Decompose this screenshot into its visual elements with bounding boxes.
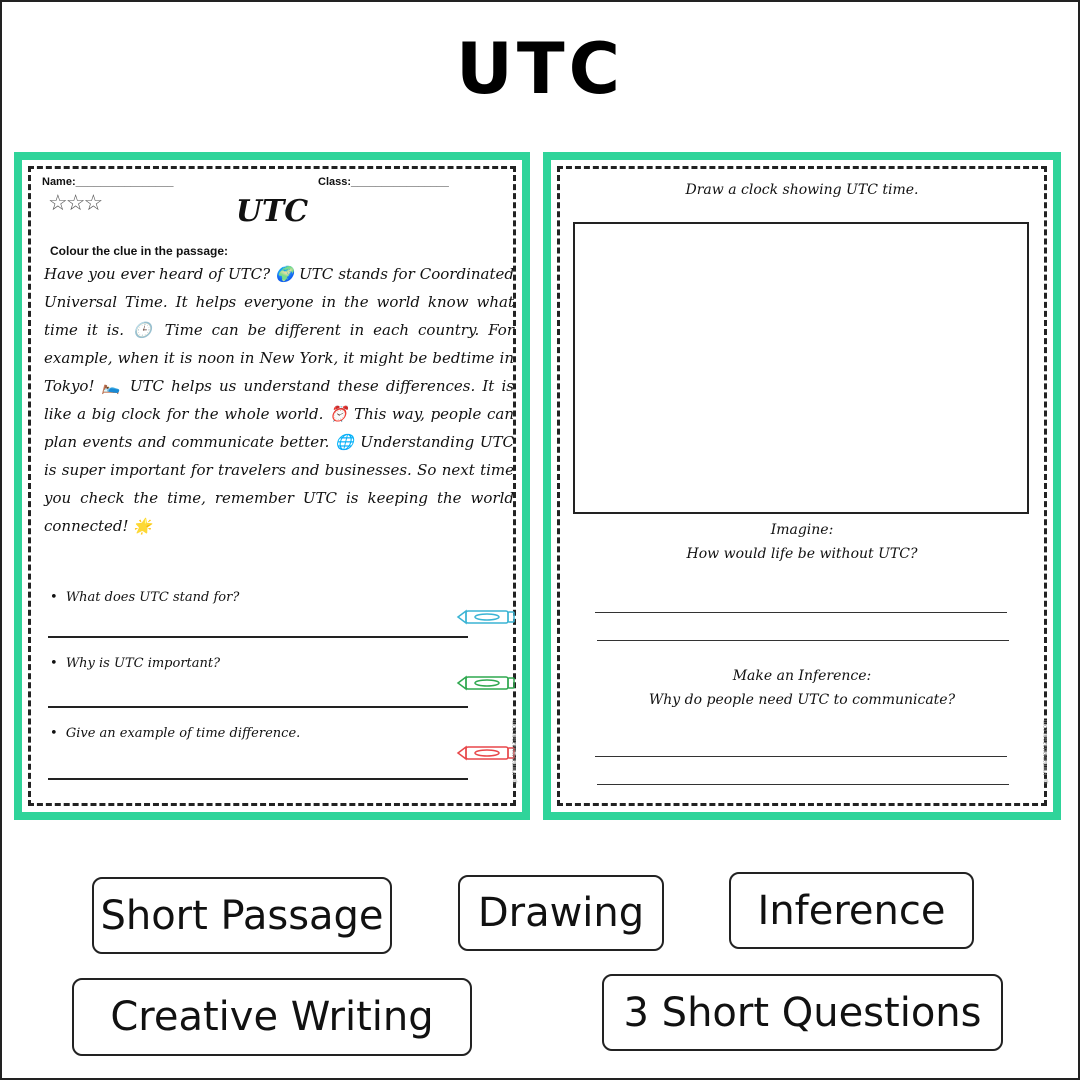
tag-drawing: Drawing: [458, 875, 664, 951]
copyright-watermark: © PrintableBazaar.com: [512, 720, 518, 784]
activity-page: [551, 160, 1053, 812]
writing-line[interactable]: [595, 612, 1007, 613]
writing-line[interactable]: [597, 640, 1009, 641]
tag-creative-writing: Creative Writing: [72, 978, 472, 1056]
worksheet-title: UTC: [235, 194, 309, 229]
copyright-watermark: © PrintableBazaar.com: [1043, 720, 1049, 784]
writing-line[interactable]: [597, 784, 1009, 785]
draw-prompt: Draw a clock showing UTC time.: [685, 182, 919, 198]
crayon-green: [458, 677, 514, 689]
answer-line[interactable]: [48, 706, 468, 708]
question-3: • Give an example of time difference.: [50, 726, 300, 741]
answer-line[interactable]: [48, 778, 468, 780]
inference-question: Why do people need UTC to communicate?: [648, 692, 956, 708]
tag-short-passage: Short Passage: [92, 877, 392, 954]
instruction-text: Colour the clue in the passage:: [50, 244, 229, 258]
worksheet-page: [22, 160, 522, 812]
question-2: • Why is UTC important?: [50, 656, 220, 671]
imagine-question: How would life be without UTC?: [686, 546, 918, 562]
imagine-heading: Imagine:: [770, 522, 834, 538]
activity-sheet-preview: [543, 152, 1061, 820]
class-field-label: Class:________________: [318, 176, 449, 188]
inference-heading: Make an Inference:: [732, 668, 872, 684]
question-1: • What does UTC stand for?: [50, 590, 239, 605]
rating-stars-icon: ☆☆☆: [48, 190, 102, 215]
writing-line[interactable]: [595, 756, 1007, 757]
crayon-icon: [456, 744, 516, 762]
crayon-red: [458, 747, 514, 759]
tag-3-short-questions: 3 Short Questions: [602, 974, 1003, 1051]
page-title: UTC: [456, 28, 624, 110]
worksheet-preview: [14, 152, 530, 820]
crayon-icon: [456, 674, 516, 692]
crayon-blue: [458, 611, 514, 623]
tag-inference: Inference: [729, 872, 974, 949]
crayon-icon: [456, 608, 516, 626]
answer-line[interactable]: [48, 636, 468, 638]
name-field-label: Name:________________: [42, 176, 174, 188]
reading-passage: Have you ever heard of UTC? 🌍 UTC stands for Coordinated Universal Time. It helps everyone in the world know what time it is. 🕒 Time can be different in each country. For example, when it is noon in New York, it might be bedtime in Tokyo! 🛌 UTC helps us understand these differences. It is like a big clock for the whole world. ⏰ This way, people can plan events and communicate better. 🌐 Understanding UTC is super important for travelers and businesses. So next time you check the time, remember UTC is keeping the world connected! 🌟: [44, 265, 514, 535]
drawing-box[interactable]: [573, 222, 1029, 514]
